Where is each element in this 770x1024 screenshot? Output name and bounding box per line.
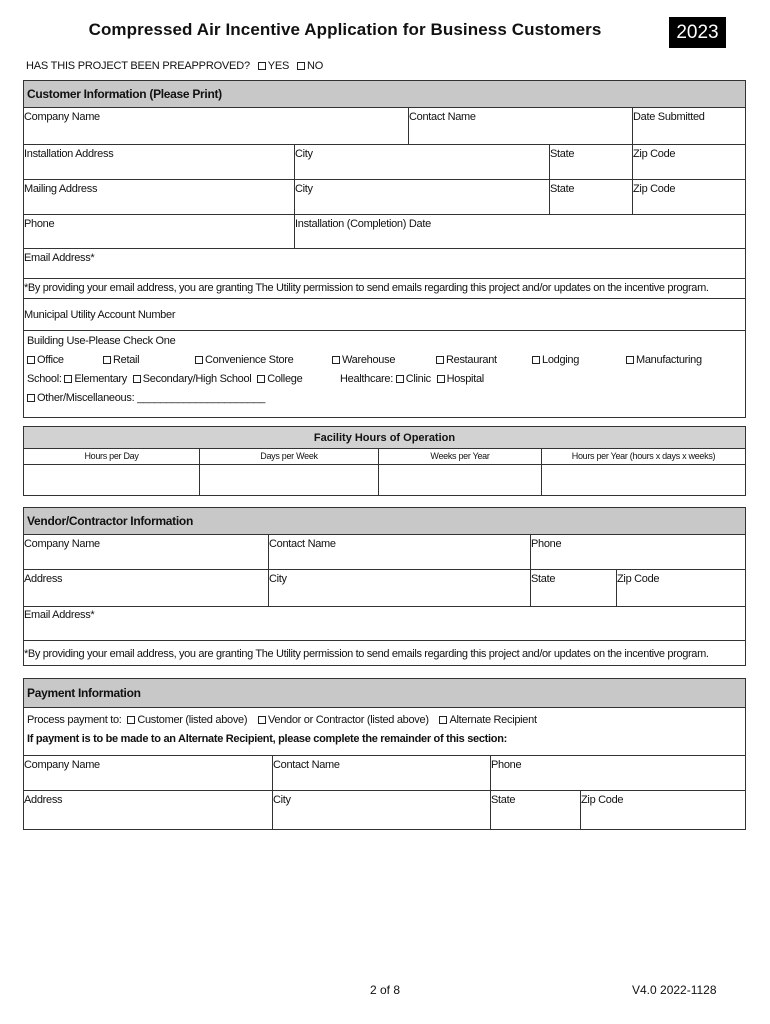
vendor-row-3	[24, 607, 745, 641]
process-payment-label: Process payment to:	[27, 714, 122, 726]
vendor-phone-label: Phone	[531, 538, 562, 550]
facility-hours-section	[23, 426, 746, 496]
weeks-per-year-input[interactable]	[379, 465, 542, 495]
customer-mailing-city-field[interactable]	[295, 180, 550, 214]
customer-contact-name-label: Contact Name	[409, 111, 476, 123]
healthcare-label: Healthcare:	[340, 373, 393, 385]
customer-account-number-label: Municipal Utility Account Number	[24, 309, 176, 321]
school-group	[27, 373, 302, 385]
hours-per-day-header: Hours per Day	[24, 449, 200, 464]
restaurant-checkbox[interactable]	[436, 356, 444, 364]
vendor-company-name-field[interactable]	[24, 535, 269, 569]
secondary-checkbox[interactable]	[133, 375, 141, 383]
other-checkbox[interactable]	[27, 394, 35, 402]
vendor-state-field[interactable]	[531, 570, 617, 606]
secondary-label: Secondary/High School	[142, 373, 252, 385]
warehouse-checkbox[interactable]	[332, 356, 340, 364]
payment-city-field[interactable]	[273, 791, 491, 829]
preapproved-no-label: NO	[307, 60, 324, 72]
customer-installation-zip-field[interactable]	[633, 145, 745, 179]
pay-vendor-label: Vendor or Contractor (listed above)	[267, 714, 429, 726]
vendor-address-field[interactable]	[24, 570, 269, 606]
vendor-contact-name-label: Contact Name	[269, 538, 336, 550]
payment-information-header: Payment Information	[24, 679, 745, 708]
hours-per-year-header: Hours per Year (hours x days x weeks)	[571, 451, 716, 461]
payment-city-label: City	[273, 794, 291, 806]
facility-hours-input-row	[24, 465, 745, 495]
hours-per-year-input[interactable]	[542, 465, 745, 495]
payment-contact-name-label: Contact Name	[273, 759, 340, 771]
vendor-email-label: Email Address*	[24, 609, 95, 621]
days-per-week-input[interactable]	[200, 465, 379, 495]
college-checkbox[interactable]	[257, 375, 265, 383]
building-use-group	[24, 331, 745, 417]
customer-installation-city-label: City	[295, 148, 313, 160]
vendor-city-label: City	[269, 573, 287, 585]
vendor-phone-field[interactable]	[531, 535, 745, 569]
payment-zip-label: Zip Code	[581, 794, 624, 806]
customer-company-name-field[interactable]	[24, 108, 409, 144]
office-label: Office	[37, 354, 64, 366]
building-use-office[interactable]	[27, 354, 64, 366]
vendor-row-2	[24, 570, 745, 607]
customer-date-submitted-label: Date Submitted	[633, 111, 705, 123]
vendor-address-label: Address	[24, 573, 63, 585]
customer-installation-zip-label: Zip Code	[633, 148, 676, 160]
customer-installation-address-label: Installation Address	[24, 148, 114, 160]
customer-phone-label: Phone	[24, 218, 55, 230]
facility-hours-column-headers	[24, 449, 745, 465]
customer-row-1	[24, 108, 745, 145]
vendor-state-label: State	[531, 573, 556, 585]
payment-process-options	[24, 708, 745, 726]
payment-address-field[interactable]	[24, 791, 273, 829]
page-title: Compressed Air Incentive Application for Business Customers	[88, 20, 602, 39]
days-per-week-header: Days per Week	[200, 449, 379, 464]
vendor-zip-field[interactable]	[617, 570, 745, 606]
customer-email-field[interactable]	[24, 249, 745, 278]
payment-contact-name-field[interactable]	[273, 756, 491, 790]
preapproved-no-checkbox[interactable]	[297, 62, 305, 70]
building-use-convenience[interactable]	[195, 354, 293, 366]
customer-phone-field[interactable]	[24, 215, 295, 248]
clinic-label: Clinic	[405, 373, 431, 385]
customer-information-header: Customer Information (Please Print)	[24, 81, 745, 108]
customer-information-section	[23, 80, 746, 418]
other-label: Other/Miscellaneous: ______________________	[37, 392, 266, 404]
pay-alternate-checkbox[interactable]	[439, 716, 447, 724]
customer-mailing-city-label: City	[295, 183, 313, 195]
customer-row-4	[24, 215, 745, 249]
hours-per-day-input[interactable]	[24, 465, 200, 495]
building-use-title: Building Use-Please Check One	[27, 335, 176, 347]
customer-row-2	[24, 145, 745, 180]
customer-mailing-address-field[interactable]	[24, 180, 295, 214]
retail-label: Retail	[113, 354, 140, 366]
vendor-city-field[interactable]	[269, 570, 531, 606]
preapproved-yes-label: YES	[267, 60, 290, 72]
pay-vendor-checkbox[interactable]	[258, 716, 266, 724]
manufacturing-checkbox[interactable]	[626, 356, 634, 364]
preapproved-question	[26, 60, 323, 72]
vendor-information-section	[23, 507, 746, 666]
payment-phone-field[interactable]	[491, 756, 745, 790]
building-use-other[interactable]	[27, 392, 265, 404]
payment-phone-label: Phone	[491, 759, 522, 771]
manufacturing-label: Manufacturing	[636, 354, 702, 366]
convenience-store-checkbox[interactable]	[195, 356, 203, 364]
hospital-label: Hospital	[446, 373, 484, 385]
customer-mailing-address-label: Mailing Address	[24, 183, 98, 195]
customer-installation-date-label: Installation (Completion) Date	[295, 218, 431, 230]
customer-email-note-row	[24, 279, 745, 299]
customer-mailing-state-label: State	[550, 183, 575, 195]
building-use-restaurant[interactable]	[436, 354, 497, 366]
customer-mailing-zip-field[interactable]	[633, 180, 745, 214]
facility-hours-header: Facility Hours of Operation	[24, 427, 745, 449]
payment-company-name-label: Company Name	[24, 759, 100, 771]
building-use-retail[interactable]	[103, 354, 139, 366]
office-checkbox[interactable]	[27, 356, 35, 364]
healthcare-group	[340, 373, 484, 385]
vendor-email-note: *By providing your email address, you are granting The Utility permission to send emails regarding this project and/or updates on the incentive program.	[24, 648, 709, 660]
customer-mailing-zip-label: Zip Code	[633, 183, 676, 195]
school-label: School:	[27, 373, 62, 385]
convenience-store-label: Convenience Store	[205, 354, 294, 366]
customer-installation-state-label: State	[550, 148, 575, 160]
payment-row-1	[24, 756, 745, 791]
vendor-zip-label: Zip Code	[617, 573, 660, 585]
weeks-per-year-header: Weeks per Year	[379, 449, 542, 464]
customer-company-name-label: Company Name	[24, 111, 100, 123]
customer-date-submitted-field[interactable]	[633, 108, 745, 144]
warehouse-label: Warehouse	[342, 354, 396, 366]
vendor-row-1	[24, 535, 745, 570]
vendor-information-header: Vendor/Contractor Information	[24, 508, 745, 535]
payment-information-section	[23, 678, 746, 830]
customer-installation-state-field[interactable]	[550, 145, 633, 179]
alternate-recipient-note: If payment is to be made to an Alternate Recipient, please complete the remainder of this section:	[27, 733, 507, 745]
restaurant-label: Restaurant	[446, 354, 497, 366]
preapproved-label: HAS THIS PROJECT BEEN PREAPPROVED?	[26, 60, 250, 72]
payment-zip-field[interactable]	[581, 791, 745, 829]
building-use-lodging[interactable]	[532, 354, 579, 366]
customer-email-note: *By providing your email address, you are granting The Utility permission to send emails regarding this project and/or updates on the incentive program.	[24, 282, 709, 294]
customer-installation-date-field[interactable]	[295, 215, 745, 248]
customer-row-5	[24, 249, 745, 279]
clinic-checkbox[interactable]	[396, 375, 404, 383]
vendor-email-field[interactable]	[24, 607, 745, 640]
vendor-company-name-label: Company Name	[24, 538, 100, 550]
payment-state-field[interactable]	[491, 791, 581, 829]
customer-row-account	[24, 299, 745, 331]
customer-installation-city-field[interactable]	[295, 145, 550, 179]
payment-state-label: State	[491, 794, 516, 806]
vendor-email-note-row	[24, 641, 745, 665]
lodging-label: Lodging	[542, 354, 580, 366]
college-label: College	[267, 373, 303, 385]
payment-address-label: Address	[24, 794, 63, 806]
customer-mailing-state-field[interactable]	[550, 180, 633, 214]
customer-account-number-field[interactable]	[24, 299, 745, 330]
hospital-checkbox[interactable]	[437, 375, 445, 383]
customer-email-label: Email Address*	[24, 252, 95, 264]
payment-row-2	[24, 791, 745, 829]
payment-process-row	[24, 708, 745, 756]
page-number: 2 of 8	[369, 983, 401, 997]
customer-row-3	[24, 180, 745, 215]
preapproved-yes-checkbox[interactable]	[258, 62, 266, 70]
pay-alternate-label: Alternate Recipient	[449, 714, 537, 726]
customer-installation-address-field[interactable]	[24, 145, 295, 179]
lodging-checkbox[interactable]	[532, 356, 540, 364]
retail-checkbox[interactable]	[103, 356, 111, 364]
version-label: V4.0 2022-1128	[632, 983, 717, 997]
customer-contact-name-field[interactable]	[409, 108, 633, 144]
pay-customer-label: Customer (listed above)	[137, 714, 248, 726]
building-use-warehouse[interactable]	[332, 354, 395, 366]
pay-customer-checkbox[interactable]	[127, 716, 135, 724]
elementary-checkbox[interactable]	[64, 375, 72, 383]
elementary-label: Elementary	[74, 373, 127, 385]
payment-company-name-field[interactable]	[24, 756, 273, 790]
year-badge: 2023	[669, 17, 726, 48]
vendor-contact-name-field[interactable]	[269, 535, 531, 569]
building-use-manufacturing[interactable]	[626, 354, 702, 366]
